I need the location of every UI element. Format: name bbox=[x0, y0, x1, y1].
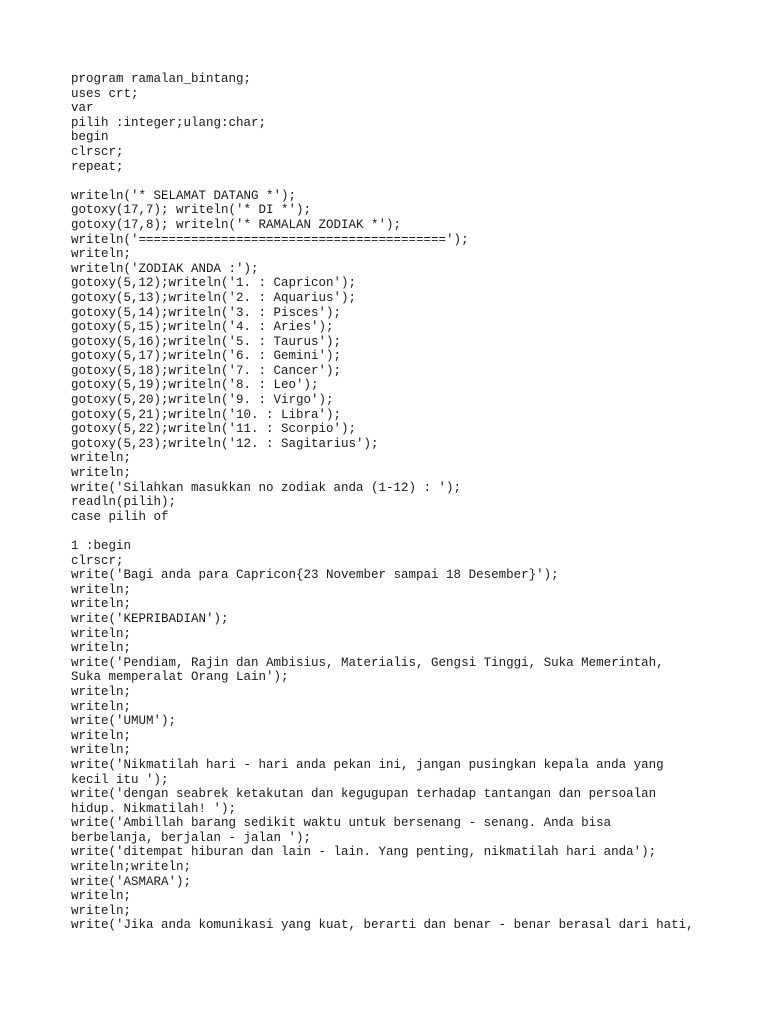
code-line: write('KEPRIBADIAN'); bbox=[71, 611, 229, 626]
code-line: gotoxy(5,21);writeln('10. : Libra'); bbox=[71, 407, 342, 422]
code-line: gotoxy(5,22);writeln('11. : Scorpio'); bbox=[71, 422, 357, 437]
code-line: writeln; bbox=[71, 466, 132, 481]
code-line: write('ASMARA'); bbox=[71, 874, 192, 889]
code-line: writeln; bbox=[71, 903, 132, 918]
code-line: writeln; bbox=[71, 728, 132, 743]
code-line: uses crt; bbox=[71, 86, 139, 101]
code-line: clrscr; bbox=[71, 553, 124, 568]
code-line: write('ditempat hiburan dan lain - lain. Yang penting, nikmatilah hari anda'); bbox=[71, 845, 657, 860]
code-line: writeln('========================================='); bbox=[71, 232, 469, 247]
code-line: gotoxy(5,15);writeln('4. : Aries'); bbox=[71, 320, 334, 335]
code-line: gotoxy(17,7); writeln('* DI *'); bbox=[71, 203, 312, 218]
code-line: writeln; bbox=[71, 626, 132, 641]
code-line: gotoxy(5,23);writeln('12. : Sagitarius'); bbox=[71, 436, 379, 451]
code-line: writeln; bbox=[71, 889, 132, 904]
code-line: writeln; bbox=[71, 247, 132, 262]
code-line: write('Nikmatilah hari - hari anda pekan ini, jangan pusingkan kepala anda yang bbox=[71, 757, 664, 772]
code-line: pilih :integer;ulang:char; bbox=[71, 115, 267, 130]
code-line: write('Bagi anda para Capricon{23 November sampai 18 Desember}'); bbox=[71, 568, 559, 583]
code-line: write('Silahkan masukkan no zodiak anda (1-12) : '); bbox=[71, 480, 462, 495]
code-line: writeln; bbox=[71, 451, 132, 466]
code-line: write('dengan seabrek ketakutan dan kegugupan terhadap tantangan dan persoalan bbox=[71, 787, 657, 802]
code-line: write('UMUM'); bbox=[71, 714, 177, 729]
code-line: readln(pilih); bbox=[71, 495, 177, 510]
code-line: berbelanja, berjalan - jalan '); bbox=[71, 830, 312, 845]
code-line: write('Jika anda komunikasi yang kuat, berarti dan benar - benar berasal dari hati, bbox=[71, 918, 694, 933]
code-line: gotoxy(5,20);writeln('9. : Virgo'); bbox=[71, 393, 334, 408]
code-line: writeln; bbox=[71, 597, 132, 612]
code-line: writeln('ZODIAK ANDA :'); bbox=[71, 261, 259, 276]
code-line: write('Pendiam, Rajin dan Ambisius, Materialis, Gengsi Tinggi, Suka Memerintah, bbox=[71, 655, 664, 670]
code-line: writeln; bbox=[71, 641, 132, 656]
blank-line bbox=[71, 174, 751, 189]
code-line: gotoxy(5,13);writeln('2. : Aquarius'); bbox=[71, 290, 357, 305]
code-line: var bbox=[71, 101, 94, 116]
code-line: program ramalan_bintang; bbox=[71, 72, 252, 86]
code-line: gotoxy(5,18);writeln('7. : Cancer'); bbox=[71, 363, 342, 378]
code-line: begin bbox=[71, 130, 109, 145]
code-line: repeat; bbox=[71, 159, 124, 174]
code-line: gotoxy(17,8); writeln('* RAMALAN ZODIAK *'); bbox=[71, 217, 402, 232]
code-line: gotoxy(5,12);writeln('1. : Capricon'); bbox=[71, 276, 357, 291]
code-line: case pilih of bbox=[71, 509, 169, 524]
code-line: writeln('* SELAMAT DATANG *'); bbox=[71, 188, 297, 203]
code-line: writeln; bbox=[71, 582, 132, 597]
code-line: Suka memperalat Orang Lain'); bbox=[71, 670, 289, 685]
source-code-listing bbox=[71, 72, 751, 933]
code-line: kecil itu '); bbox=[71, 772, 169, 787]
code-line: hidup. Nikmatilah! '); bbox=[71, 801, 237, 816]
code-line: writeln; bbox=[71, 743, 132, 758]
code-line: writeln; bbox=[71, 699, 132, 714]
code-line: gotoxy(5,14);writeln('3. : Pisces'); bbox=[71, 305, 342, 320]
code-line: write('Ambillah barang sedikit waktu untuk bersenang - senang. Anda bisa bbox=[71, 816, 612, 831]
code-line: clrscr; bbox=[71, 144, 124, 159]
code-line: writeln; bbox=[71, 684, 132, 699]
code-line: 1 :begin bbox=[71, 539, 132, 553]
code-line: gotoxy(5,17);writeln('6. : Gemini'); bbox=[71, 349, 342, 364]
code-line: gotoxy(5,19);writeln('8. : Leo'); bbox=[71, 378, 319, 393]
code-line: writeln;writeln; bbox=[71, 860, 192, 875]
blank-line bbox=[71, 524, 751, 539]
code-line: gotoxy(5,16);writeln('5. : Taurus'); bbox=[71, 334, 342, 349]
